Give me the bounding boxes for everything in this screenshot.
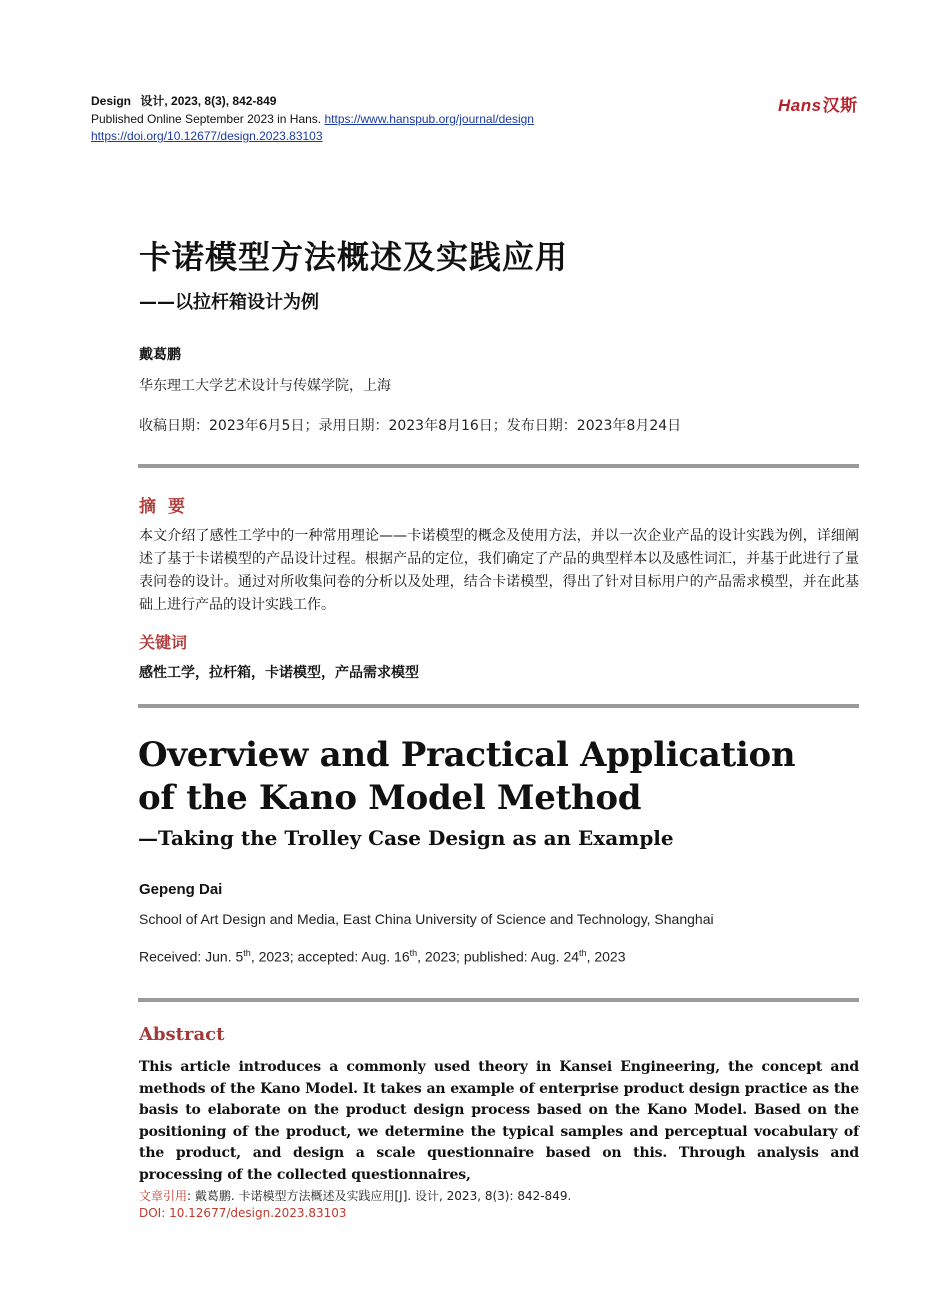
logo-cn: 汉斯 xyxy=(822,96,858,115)
cite-text: : 戴葛鹏. 卡诺模型方法概述及实践应用[J]. 设计, 2023, 8(3): 842-849. xyxy=(187,1189,572,1203)
ordinal-suffix: th xyxy=(243,948,251,958)
journal-link[interactable]: https://www.hanspub.org/journal/design xyxy=(324,112,534,126)
citation-footer xyxy=(139,1187,571,1204)
en-abstract-text: This article introduces a commonly used theory in Kansei Engineering, the concept and methods of the Kano Model. It takes an example of enterprise product design practice as the basis to elaborate on the product design process based on the Kano Model. Based on the positioning of the product, we determine the typical samples and perceptual vocabulary of the product, and design a scale questionnaire based on this. Through analysis and processing of the collected questionnaires, xyxy=(139,1059,859,1183)
doi-footer xyxy=(139,1206,347,1220)
zh-keywords: 感性工学，拉杆箱，卡诺模型，产品需求模型 xyxy=(139,665,419,681)
en-affiliation: School of Art Design and Media, East China University of Science and Technology, Shanghai xyxy=(139,911,714,927)
en-title-line-2: of the Kano Model Method xyxy=(138,778,642,818)
zh-keywords-heading: 关键词 xyxy=(139,633,188,652)
zh-affiliation: 华东理工大学艺术设计与传媒学院，上海 xyxy=(139,378,391,394)
received-date: Received: Jun. 5 xyxy=(139,948,244,965)
doi-link[interactable]: https://doi.org/10.12677/design.2023.83103 xyxy=(91,129,323,143)
journal-citation xyxy=(91,92,276,110)
zh-dates: 收稿日期：2023年6月5日；录用日期：2023年8月16日；发布日期：2023年8月24日 xyxy=(139,418,682,434)
zh-title: 卡诺模型方法概述及实践应用 xyxy=(139,238,569,276)
accepted-date: , 2023; accepted: Aug. 16 xyxy=(250,948,410,965)
ordinal-suffix: th xyxy=(579,948,587,958)
zh-abstract-heading: 摘要 xyxy=(139,497,197,517)
en-dates xyxy=(139,948,626,965)
divider xyxy=(138,998,859,1002)
footer-doi: DOI: 10.12677/design.2023.83103 xyxy=(139,1206,347,1220)
journal-volume: , 2023, 8(3), 842-849 xyxy=(164,94,277,108)
divider xyxy=(138,464,859,468)
logo-latin: Hans xyxy=(778,96,822,115)
en-subtitle: —Taking the Trolley Case Design as an Example xyxy=(138,826,674,850)
en-title-line-1: Overview and Practical Application xyxy=(138,735,796,775)
doi-line xyxy=(91,127,323,145)
publication-line xyxy=(91,110,534,128)
hans-logo xyxy=(778,91,858,116)
journal-name-cn: 设计 xyxy=(140,94,165,108)
ordinal-suffix: th xyxy=(409,948,418,958)
zh-abstract-text: 本文介绍了感性工学中的一种常用理论——卡诺模型的概念及使用方法，并以一次企业产品的设计实践为例，详细阐述了基于卡诺模型的产品设计过程。根据产品的定位，我们确定了产品的典型样本以及感性词汇，并基于此进行了量表问卷的设计。通过对所收集问卷的分析以及处理，结合卡诺模型，得出了针对目标用户的产品需求模型，并在此基础上进行产品的设计实践工作。 xyxy=(139,528,859,613)
divider xyxy=(138,704,859,708)
zh-author: 戴葛鹏 xyxy=(139,347,181,363)
en-author: Gepeng Dai xyxy=(139,881,223,898)
en-abstract-heading: Abstract xyxy=(139,1024,225,1045)
en-title xyxy=(138,734,858,820)
cite-label: 文章引用 xyxy=(139,1189,188,1203)
zh-subtitle: ——以拉杆箱设计为例 xyxy=(139,292,319,313)
journal-name: Design xyxy=(91,94,132,108)
published-text: Published Online September 2023 in Hans. xyxy=(91,112,322,126)
published-date: , 2023; published: Aug. 24 xyxy=(417,948,580,965)
date-year: , 2023 xyxy=(586,948,626,965)
